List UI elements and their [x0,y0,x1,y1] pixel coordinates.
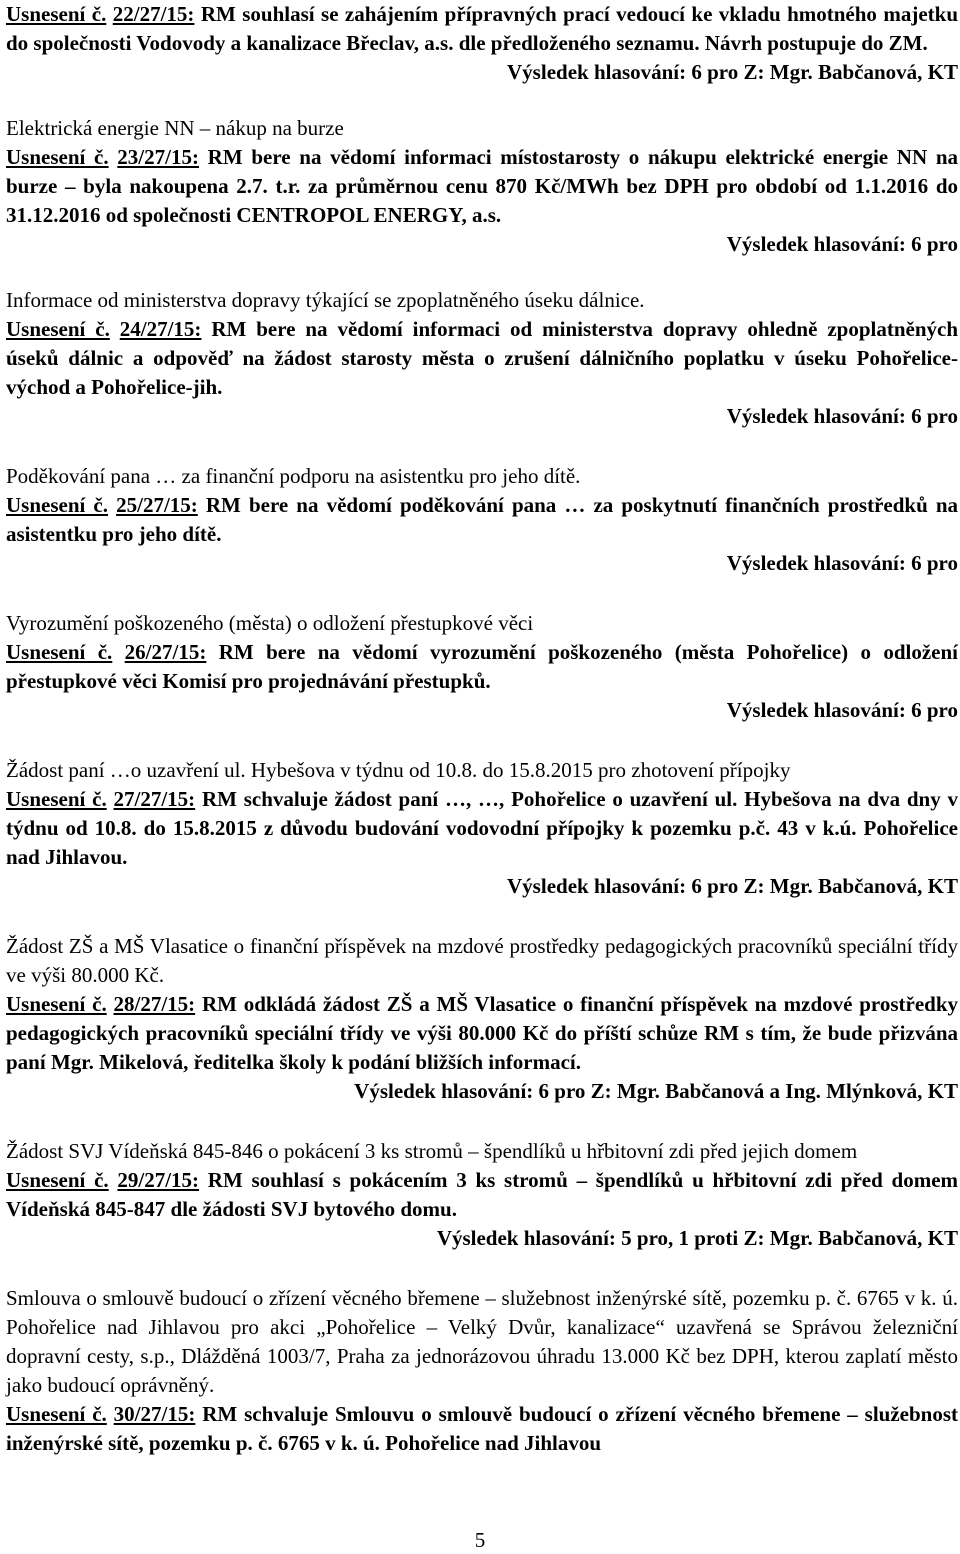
topic-heading: Smlouva o smlouvě budoucí o zřízení věcného břemene – služebnost inženýrské sítě, pozemku p. č. 6765 v k. ú. Pohořelice nad Jihlavou pro akci „Pohořelice – Velký Dvůr, kanalizace“ uzavřená se Správou železniční dopravní cesty, s.p., Dlážděná 1003/7, Praha za jednorázovou úhradu 13.000 Kč bez DPH, kterou zaplatí město jako budoucí oprávněný. [6,1286,958,1397]
spacer [6,901,958,932]
resolution-number: 28/27/15: [113,992,196,1016]
resolution-label: Usnesení č. [6,1168,109,1192]
spacer [6,259,958,286]
vote-result: Výsledek hlasování: 6 pro [726,404,958,428]
topic-heading: Poděkování pana … za finanční podporu na asistentku pro jeho dítě. [6,464,581,488]
topic-heading: Informace od ministerstva dopravy týkající se zpoplatněného úseku dálnice. [6,288,645,312]
resolution-29 [6,1166,958,1224]
vote-result: Výsledek hlasování: 6 pro Z: Mgr. Babčanová a Ing. Mlýnková, KT [354,1079,958,1103]
resolution-23 [6,143,958,230]
resolution-number: 27/27/15: [113,787,196,811]
resolution-text: RM souhlasí s pokácením 3 ks stromů – špendlíků u hřbitovní zdi před domem Vídeňská 845-847 dle žádosti SVJ bytového domu. [6,1168,959,1221]
resolution-number: 24/27/15: [119,317,202,341]
spacer [6,578,958,609]
resolution-30 [6,1400,958,1458]
resolution-22 [6,0,958,58]
resolution-text: RM bere na vědomí informaci místostarosty o nákupu elektrické energie NN na burze – byla nakoupena 2.7. t.r. za průměrnou cenu 870 Kč/MWh bez DPH pro období od 1.1.2016 do 31.12.2016 od společnosti CENTROPOL ENERGY, a.s. [6,145,959,227]
resolution-label: Usnesení č. [6,145,109,169]
resolution-number: 29/27/15: [117,1168,200,1192]
topic-heading: Vyrozumění poškozeného (města) o odložení přestupkové věci [6,611,534,635]
topic-heading: Žádost SVJ Vídeňská 845-846 o pokácení 3 ks stromů – špendlíků u hřbitovní zdi před jejich domem [6,1139,858,1163]
resolution-label: Usnesení č. [6,1402,107,1426]
resolution-label: Usnesení č. [6,317,110,341]
spacer [6,87,958,114]
vote-result: Výsledek hlasování: 6 pro [726,551,958,575]
resolution-label: Usnesení č. [6,493,109,517]
resolution-26 [6,638,958,696]
resolution-27 [6,785,958,872]
spacer [6,1253,958,1284]
vote-result: Výsledek hlasování: 6 pro [726,232,958,256]
resolution-number: 26/27/15: [124,640,207,664]
resolution-number: 25/27/15: [116,493,198,517]
vote-result: Výsledek hlasování: 5 pro, 1 proti Z: Mgr. Babčanová, KT [436,1226,958,1250]
vote-result: Výsledek hlasování: 6 pro [726,698,958,722]
resolution-text: RM bere na vědomí informaci od ministerstva dopravy ohledně zpoplatněných úseků dálnic a odpověď na žádost starosty města o zrušení dálničního poplatku v úseku Pohořelice-východ a Pohořelice-jih. [6,317,959,399]
topic-heading: Žádost paní …o uzavření ul. Hybešova v týdnu od 10.8. do 15.8.2015 pro zhotovení přípojky [6,758,791,782]
resolution-number: 30/27/15: [113,1402,196,1426]
spacer [6,1106,958,1137]
resolution-25 [6,491,958,549]
resolution-text: RM souhlasí se zahájením přípravných prací vedoucí ke vkladu hmotného majetku do společnosti Vodovody a kanalizace Břeclav, a.s. dle předloženého seznamu. Návrh postupuje do ZM. [6,2,959,55]
page-number: 5 [474,1528,486,1552]
vote-result: Výsledek hlasování: 6 pro Z: Mgr. Babčanová, KT [507,60,958,84]
resolution-28 [6,990,958,1077]
resolution-number: 23/27/15: [117,145,199,169]
document-page [6,0,958,1458]
resolution-number: 22/27/15: [112,2,195,26]
resolution-text: RM schvaluje Smlouvu o smlouvě budoucí o zřízení věcného břemene – služebnost inženýrské sítě, pozemku p. č. 6765 v k. ú. Pohořelice nad Jihlavou [6,1402,958,1455]
resolution-label: Usnesení č. [6,787,107,811]
topic-heading: Elektrická energie NN – nákup na burze [6,116,344,140]
resolution-text: RM bere na vědomí vyrozumění poškozeného (města Pohořelice) o odložení přestupkové věci Komisí pro projednávání přestupků. [6,640,959,693]
resolution-text: RM odkládá žádost ZŠ a MŠ Vlasatice o finanční příspěvek na mzdové prostředky pedagogických pracovníků speciální třídy ve výši 80.000 Kč do příští schůze RM s tím, že bude přizvána paní Mgr. Mikelová, ředitelka školy k podání bližších informací. [6,992,959,1074]
spacer [6,725,958,756]
resolution-label: Usnesení č. [6,2,107,26]
resolution-24 [6,315,958,402]
resolution-label: Usnesení č. [6,640,113,664]
resolution-text: RM schvaluje žádost paní …, …, Pohořelice o uzavření ul. Hybešova na dva dny v týdnu od 10.8. do 15.8.2015 z důvodu budování vodovodní přípojky k pozemku p.č. 43 v k.ú. Pohořelice nad Jihlavou. [6,787,959,869]
vote-result: Výsledek hlasování: 6 pro Z: Mgr. Babčanová, KT [507,874,958,898]
resolution-label: Usnesení č. [6,992,107,1016]
spacer [6,431,958,462]
resolution-text: RM bere na vědomí poděkování pana … za poskytnutí finančních prostředků na asistentku pro jeho dítě. [6,493,959,546]
topic-heading: Žádost ZŠ a MŠ Vlasatice o finanční příspěvek na mzdové prostředky pedagogických pracovníků speciální třídy ve výši 80.000 Kč. [6,934,958,987]
